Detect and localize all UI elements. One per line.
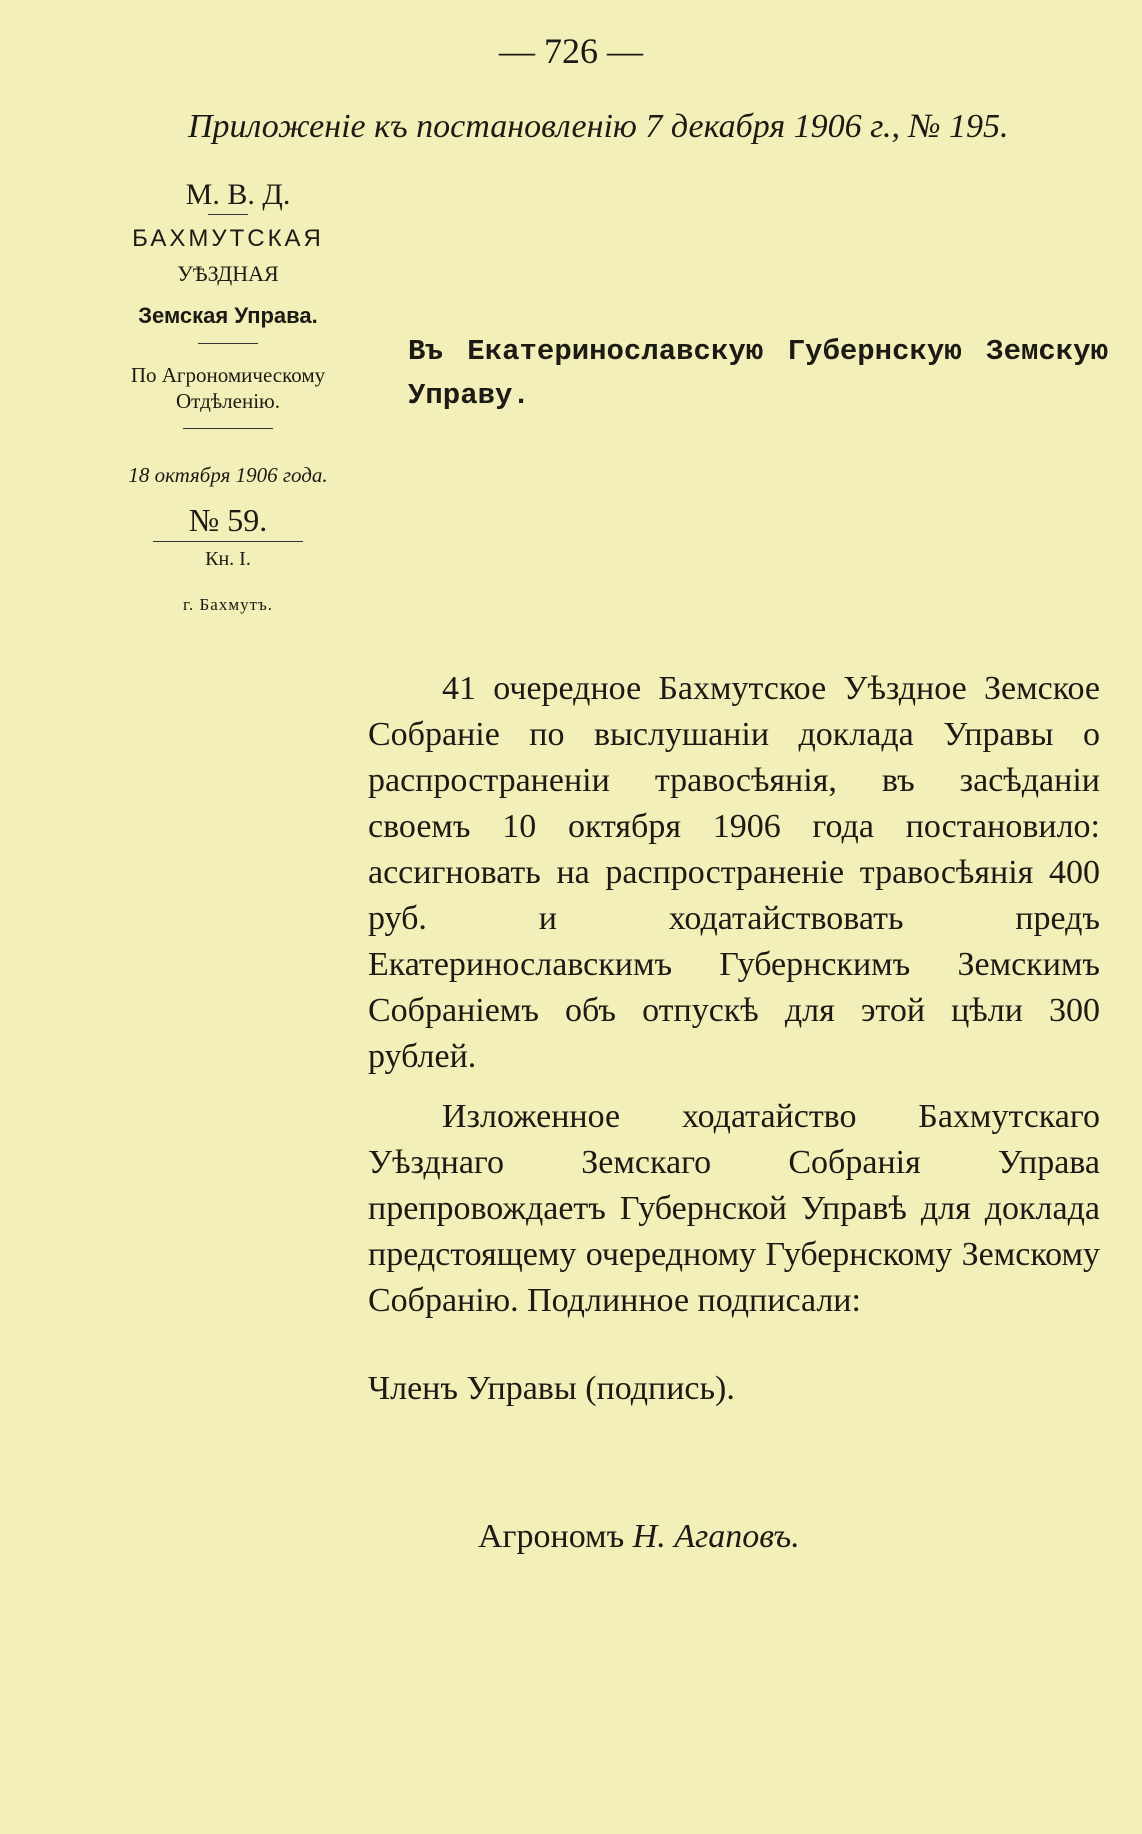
- divider: [208, 214, 248, 215]
- member-signature: Членъ Управы (подпись).: [368, 1370, 735, 1407]
- ministry-label: М. В. Д.: [185, 178, 291, 211]
- county-name: БАХМУТСКАЯ: [132, 225, 324, 252]
- sender-block: [88, 178, 368, 615]
- department-label: По Агрономическому Отдѣленію.: [130, 363, 326, 413]
- addressee: Въ Екатеринославскую Губернскую Земскую Управу.: [408, 335, 1108, 412]
- divider: [198, 343, 258, 344]
- agronomist-name: Н. Агаповъ.: [632, 1518, 800, 1555]
- body-paragraph-2: Изложенное ходатайство Бахмутскаго Уѣзднаго Земскаго Собранія Управа препровождаетъ Губернской Управѣ для доклада предстоящему очередному Губернскому Земскому Собранію. Подлинное подписали:: [368, 1098, 1100, 1319]
- book-label: Кн. I.: [205, 548, 251, 570]
- letter-number: № 59.: [188, 502, 268, 538]
- appendix-heading: Приложеніе къ постановленію 7 декабря 1906 г., № 195.: [188, 108, 1009, 145]
- board-name: Земская Управа.: [138, 303, 318, 328]
- divider: [153, 541, 303, 542]
- letter-body: [368, 666, 1100, 1338]
- page-number: — 726 —: [499, 31, 643, 71]
- ornament-divider: [183, 428, 273, 429]
- uezd-label: УѢЗДНАЯ: [177, 261, 279, 286]
- city-label: г. Бахмутъ.: [182, 595, 274, 614]
- letter-date: 18 октября 1906 года.: [128, 463, 328, 487]
- agronomist-title: Агрономъ: [478, 1518, 625, 1555]
- body-paragraph-1: 41 очередное Бахмутское Уѣздное Земское Собраніе по выслушаніи доклада Управы о распространеніи травосѣянія, въ засѣданіи своемъ 10 октября 1906 года постановило: ассигновать на распространеніе травосѣянія 400 руб. и ходатайствовать предъ Екатеринославскимъ Губернскимъ Земскимъ Собраніемъ объ отпускѣ для этой цѣли 300 рублей.: [368, 670, 1100, 1075]
- agronomist-signature: [478, 1518, 800, 1556]
